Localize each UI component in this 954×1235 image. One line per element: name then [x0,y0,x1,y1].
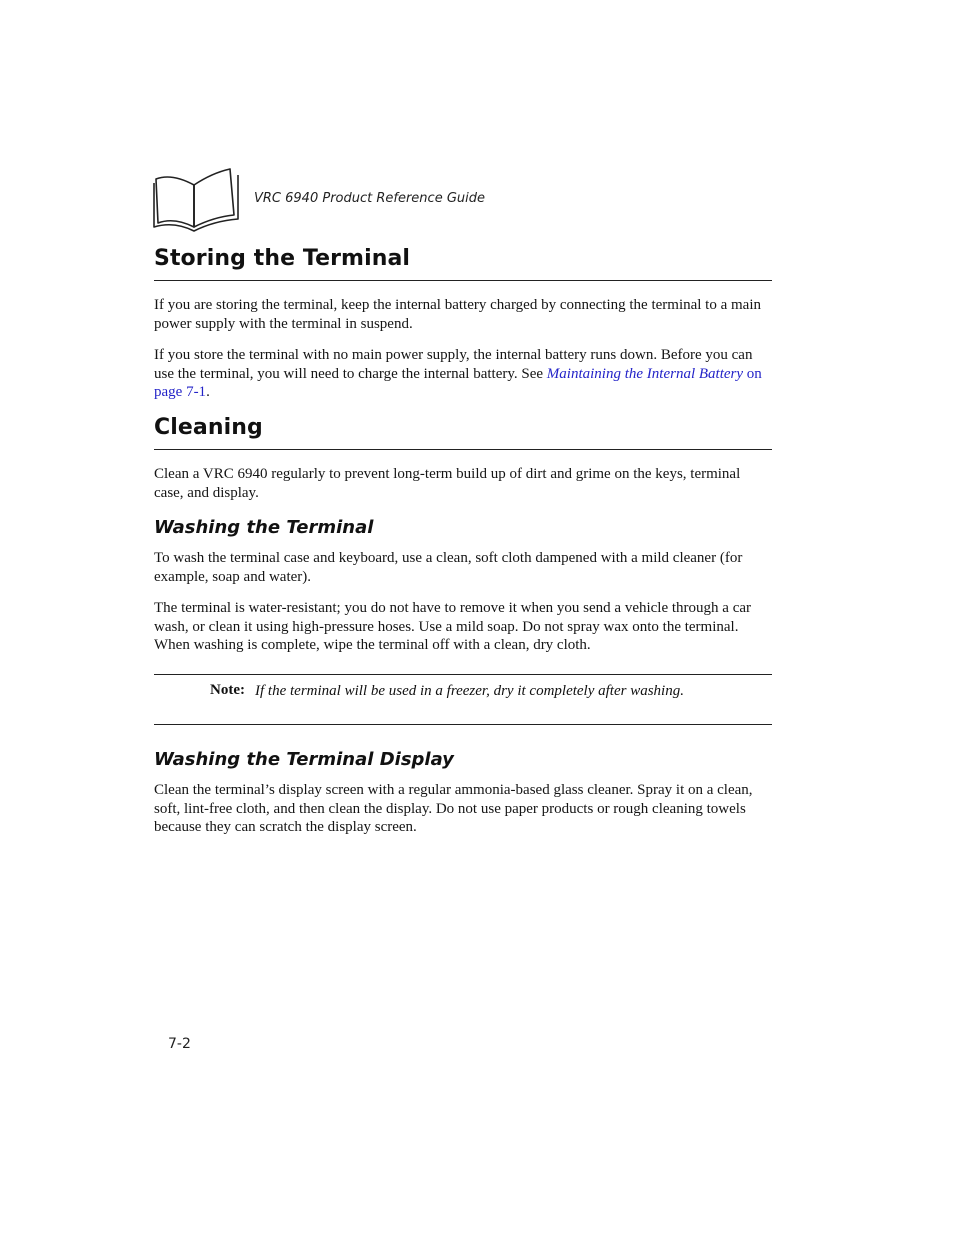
page-number: 7-2 [168,1036,191,1052]
heading-rule [154,280,772,281]
cleaning-paragraph: Clean a VRC 6940 regularly to prevent long-term build up of dirt and grime on the keys, terminal case, and display. [154,466,741,501]
running-header: VRC 6940 Product Reference Guide [254,191,485,206]
open-book-icon [152,165,244,233]
heading-storing-terminal: Storing the Terminal [154,246,411,271]
subheading-washing-terminal: Washing the Terminal [154,517,374,538]
washing-paragraph-1: To wash the terminal case and keyboard, use a clean, soft cloth dampened with a mild cleaner (for example, soap and water). [154,550,743,585]
heading-cleaning: Cleaning [154,415,263,440]
note-label: Note: [210,682,245,698]
storing-paragraph-2: If you store the terminal with no main power supply, the internal battery runs down. Before you can use the terminal, you will need to charge the internal battery. See Maintaining the Internal Battery on page 7-1. [154,347,762,401]
note-text: If the terminal will be used in a freezer, dry it completely after washing. [255,683,684,699]
maintaining-battery-link[interactable]: Maintaining the Internal Battery on page 7-1 [154,365,762,401]
storing-paragraph-1: If you are storing the terminal, keep the internal battery charged by connecting the terminal to a main power supply with the terminal in suspend. [154,297,762,332]
storing-paragraph-2-text: If you store the terminal with no main power supply, the internal battery runs down. Before you can use the terminal, you will need to charge the internal battery. See [154,347,753,382]
subheading-washing-display: Washing the Terminal Display [154,749,454,770]
washing-display-paragraph: Clean the terminal’s display screen with a regular ammonia-based glass cleaner. Spray it on a clean, soft, lint-free cloth, and then clean the display. Do not use paper products or rough cleaning towels because they can scratch the display screen. [154,782,753,836]
heading-rule [154,449,772,450]
washing-paragraph-2: The terminal is water-resistant; you do not have to remove it when you send a vehicle through a car wash, or clean it using high-pressure hoses. Use a mild soap. Do not spray wax onto the terminal. When washing is complete, wipe the terminal off with a clean, dry cloth. [154,600,752,654]
